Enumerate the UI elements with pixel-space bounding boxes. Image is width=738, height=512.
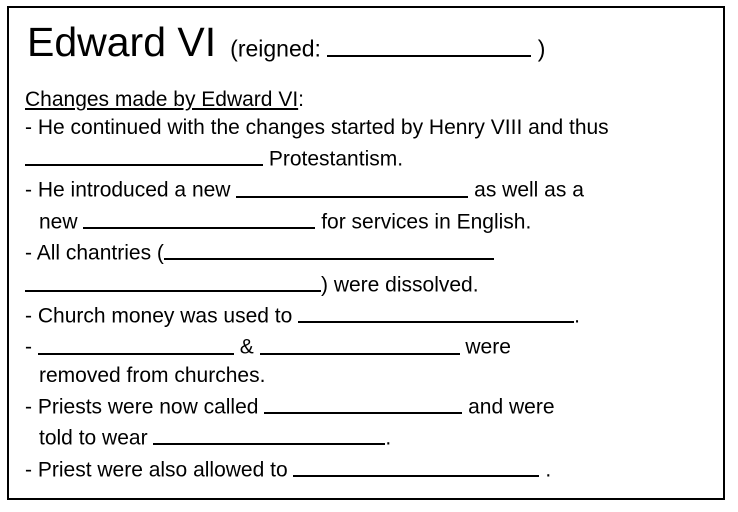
item-text: new [39, 210, 78, 234]
bullet-dash: - [25, 304, 32, 328]
item-line-2 [25, 362, 711, 390]
item-text-tail: were [465, 335, 511, 359]
answer-blank[interactable] [83, 206, 315, 229]
bullet-dash: - [25, 116, 32, 139]
list-item [25, 173, 711, 236]
bullet-dash: - [25, 241, 32, 265]
item-text: He introduced a new [37, 178, 231, 202]
reign-label-close: ) [537, 35, 546, 61]
item-text: He continued with the changes started by Henry VIII and thus [37, 116, 609, 139]
item-text-tail: . [545, 458, 552, 482]
item-text-tail: Protestantism. [268, 147, 404, 171]
list-item [25, 114, 711, 173]
item-text: removed from churches. [39, 363, 266, 387]
item-text-tail: ) were dissolved. [321, 273, 479, 297]
list-item [25, 299, 711, 330]
answer-blank[interactable] [260, 331, 460, 354]
page-title-row [27, 20, 711, 64]
answer-blank[interactable] [164, 237, 494, 260]
item-text: told to wear [39, 426, 148, 450]
item-text: Church money was used to [37, 304, 293, 328]
item-line-2 [25, 268, 711, 299]
page-title: Edward VI [27, 19, 217, 65]
list-item [25, 330, 711, 389]
item-text-tail: and were [468, 395, 555, 419]
list-item [25, 390, 711, 453]
item-line-2 [25, 142, 711, 173]
section-heading [25, 88, 711, 112]
item-text: Priests were now called [37, 395, 259, 419]
reign-label [230, 31, 545, 61]
item-text-tail: . [574, 304, 580, 328]
list-item [25, 453, 711, 484]
answer-blank[interactable] [153, 422, 385, 445]
answer-blank[interactable] [38, 331, 234, 354]
bullet-dash: - [25, 395, 32, 419]
list-item [25, 236, 711, 299]
answer-blank[interactable] [236, 174, 468, 197]
item-text-tail: . [385, 426, 392, 450]
reign-blank[interactable] [327, 31, 531, 56]
reign-label-open: (reigned: [230, 35, 321, 61]
item-text: Priest were also allowed to [37, 458, 288, 482]
bullet-dash: - [25, 458, 32, 482]
answer-blank[interactable] [264, 391, 462, 414]
changes-list [21, 114, 711, 484]
answer-blank[interactable] [25, 268, 321, 291]
bullet-dash: - [25, 178, 32, 202]
answer-blank[interactable] [298, 300, 574, 323]
answer-blank[interactable] [293, 453, 539, 476]
item-text: & [239, 335, 254, 359]
item-text-tail: for services in English. [321, 210, 532, 234]
item-line-2 [25, 205, 711, 236]
worksheet-page [7, 6, 725, 500]
item-text: All chantries ( [36, 241, 164, 265]
section-heading-text: Changes made by Edward VI [25, 88, 299, 111]
item-line-2 [25, 421, 711, 452]
section-heading-colon: : [298, 88, 304, 111]
item-text-tail: as well as a [474, 178, 584, 202]
answer-blank[interactable] [25, 143, 263, 166]
bullet-dash: - [25, 335, 32, 359]
